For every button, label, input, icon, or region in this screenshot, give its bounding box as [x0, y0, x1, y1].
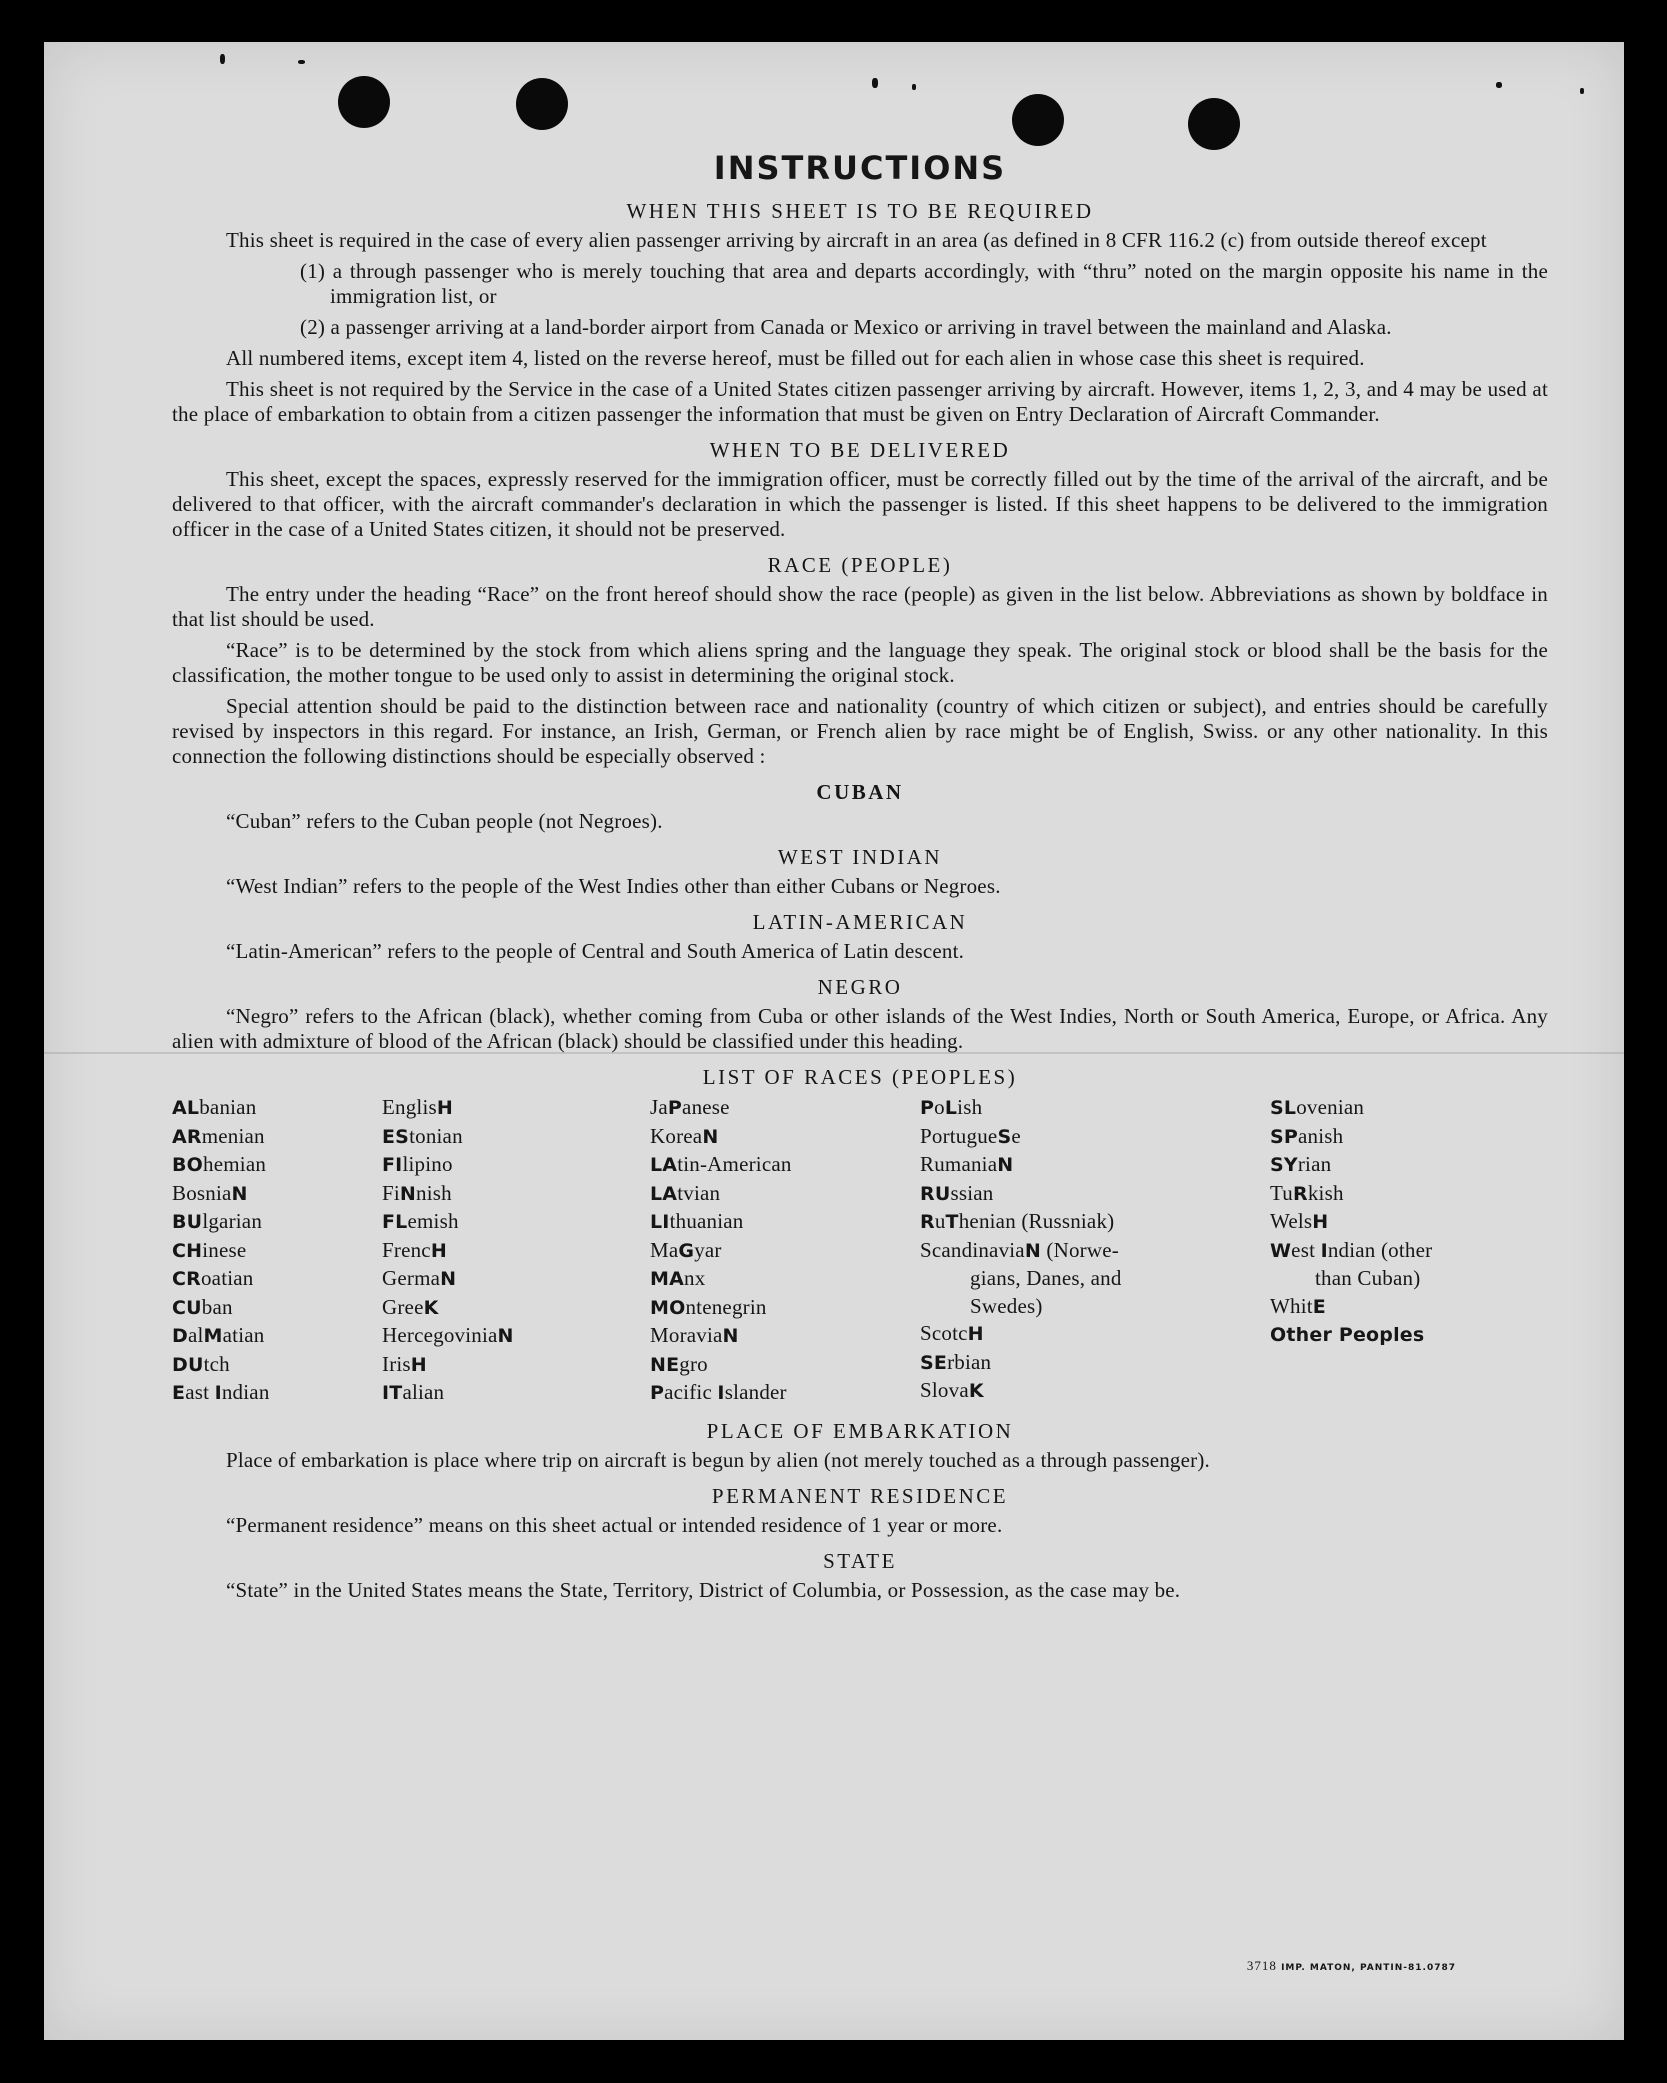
paragraph: “Negro” refers to the African (black), whether coming from Cuba or other islands of the West Indies, North or South America, Europe, or Africa. Any alien with admixture of blood of the African (black) should be classified under this heading.	[172, 1004, 1548, 1053]
race-entry: GreeK	[382, 1294, 439, 1319]
section-heading-when-delivered: WHEN TO BE DELIVERED	[709, 438, 1011, 462]
race-entry: EnglisH	[382, 1095, 453, 1119]
section-heading-cuban: CUBAN	[816, 780, 904, 804]
race-entry: Other Peoples	[1270, 1324, 1425, 1346]
race-entry-continued: gians, Danes, and	[970, 1266, 1122, 1290]
race-entry: BUlgarian	[172, 1209, 263, 1233]
race-entry: BOhemian	[172, 1152, 267, 1176]
race-entry: MaGyar	[650, 1237, 722, 1262]
race-entry: BosniaN	[172, 1180, 248, 1205]
race-entry: LAtin-American	[650, 1152, 792, 1176]
section-heading-list-of-races: LIST OF RACES (PEOPLES)	[702, 1065, 1018, 1089]
paragraph: All numbered items, except item 4, listed on the reverse hereof, must be filled out for each alien in whose case this sheet is required.	[226, 346, 1365, 370]
race-entry: TuRkish	[1270, 1180, 1344, 1205]
race-entry: MoraviaN	[650, 1323, 739, 1347]
race-entry: DUtch	[172, 1351, 230, 1376]
race-entry: ITalian	[382, 1380, 445, 1404]
race-entry: EStonian	[382, 1123, 463, 1148]
paragraph: Place of embarkation is place where trip on aircraft is begun by alien (not merely touched as a through passenger).	[226, 1447, 1210, 1472]
race-entry-continued: Swedes)	[970, 1293, 1043, 1318]
paragraph: “Race” is to be determined by the stock from which aliens spring and the language they speak. The original stock or blood shall be the basis for the classification, the mother tongue to be used only to assist in determining the original stock.	[172, 638, 1548, 687]
race-entry: FrencH	[382, 1237, 447, 1262]
paragraph: “West Indian” refers to the people of the West Indies other than either Cubans or Negroes.	[226, 874, 1001, 898]
race-entry: FIlipino	[382, 1152, 453, 1176]
page-title: INSTRUCTIONS	[713, 149, 1007, 187]
races-list	[172, 1094, 1548, 1408]
section-heading-embarkation: PLACE OF EMBARKATION	[706, 1418, 1014, 1443]
races-column	[920, 1094, 1270, 1408]
race-entry: SYrian	[1270, 1152, 1332, 1176]
form-number: 3718	[1246, 1958, 1277, 1973]
document-content	[172, 104, 1548, 1609]
paragraph: This sheet is not required by the Service in the case of a United States citizen passenger arriving by aircraft. However, items 1, 2, 3, and 4 may be used at the place of embarkation to obtain from a citizen passenger the information that must be given on Entry Declaration of Aircraft Commander.	[172, 377, 1548, 426]
race-entry: DalMatian	[172, 1323, 265, 1347]
race-entry: ScotcH	[920, 1321, 984, 1345]
ink-speck	[872, 78, 878, 88]
race-entry: RumaniaN	[920, 1152, 1014, 1176]
race-entry: IrisH	[382, 1351, 427, 1376]
race-entry: CRoatian	[172, 1266, 254, 1290]
ink-speck	[1580, 88, 1584, 94]
list-item: (1) a through passenger who is merely touching that area and departs accordingly, with “thru” noted on the margin opposite his name in the immigration list, or	[300, 259, 1548, 308]
printer-name: IMP. MATON, PANTIN-81.0787	[1281, 1963, 1456, 1973]
document-page	[44, 42, 1624, 2040]
race-entry: Pacific Islander	[650, 1380, 787, 1404]
races-column	[650, 1094, 920, 1408]
race-entry: NEgro	[650, 1351, 708, 1376]
section-heading-west-indian: WEST INDIAN	[777, 845, 943, 869]
race-entry: RUssian	[920, 1180, 994, 1205]
race-entry: CHinese	[172, 1237, 247, 1262]
races-column	[1270, 1094, 1548, 1408]
section-heading-when-required: WHEN THIS SHEET IS TO BE REQUIRED	[626, 199, 1094, 223]
race-entry: HercegoviniaN	[382, 1323, 514, 1347]
race-entry: SErbian	[920, 1349, 992, 1374]
ink-speck	[1496, 82, 1502, 88]
paragraph: “Latin-American” refers to the people of Central and South America of Latin descent.	[226, 939, 965, 963]
race-entry: MAnx	[650, 1266, 706, 1290]
race-entry: RuThenian (Russniak)	[920, 1209, 1115, 1233]
paragraph: This sheet is required in the case of every alien passenger arriving by aircraft in an area (as defined in 8 CFR 116.2 (c) from outside thereof except	[226, 228, 1487, 252]
race-entry-continued: than Cuban)	[1315, 1266, 1421, 1290]
printer-imprint	[1247, 1958, 1456, 1974]
paragraph: “Cuban” refers to the Cuban people (not Negroes).	[226, 809, 663, 833]
list-item: (2) a passenger arriving at a land-border airport from Canada or Mexico or arriving in travel between the mainland and Alaska.	[300, 315, 1392, 339]
race-entry: JaPanese	[650, 1095, 730, 1119]
ink-speck	[912, 84, 916, 90]
paragraph: Special attention should be paid to the distinction between race and nationality (country of which citizen or subject), and entries should be carefully revised by inspectors in this regard. For instance, an Irish, German, or French alien by race might be of English, Swiss. or any other nationality. In this connection the following distinctions should be especially observed :	[172, 694, 1548, 768]
section-heading-state: STATE	[823, 1548, 897, 1573]
section-heading-latin-american: LATIN-AMERICAN	[752, 910, 968, 934]
race-entry: WelsH	[1270, 1209, 1329, 1233]
section-heading-negro: NEGRO	[817, 975, 903, 999]
race-entry: SLovenian	[1270, 1095, 1365, 1119]
race-entry: East Indian	[172, 1380, 270, 1404]
race-entry: FiNnish	[382, 1180, 452, 1205]
race-entry: ScandinaviaN (Norwe-	[920, 1237, 1119, 1262]
race-entry: LIthuanian	[650, 1209, 744, 1233]
section-heading-race: RACE (PEOPLE)	[767, 553, 953, 577]
race-entry: FLemish	[382, 1209, 459, 1233]
race-entry: PortugueSe	[920, 1123, 1021, 1148]
race-entry: WhitE	[1270, 1293, 1326, 1318]
paragraph: The entry under the heading “Race” on the front hereof should show the race (people) as given in the list below. Abbreviations as shown by boldface in that list should be used.	[172, 582, 1548, 631]
section-heading-residence: PERMANENT RESIDENCE	[711, 1483, 1009, 1508]
ink-speck	[220, 54, 225, 64]
race-entry: LAtvian	[650, 1180, 721, 1205]
race-entry: MOntenegrin	[650, 1294, 767, 1319]
paragraph: “Permanent residence” means on this sheet actual or intended residence of 1 year or more.	[226, 1512, 1003, 1537]
race-entry: CUban	[172, 1294, 233, 1319]
race-entry: KoreaN	[650, 1123, 719, 1148]
race-entry: SlovaK	[920, 1378, 984, 1402]
paragraph: “State” in the United States means the State, Territory, District of Columbia, or Possession, as the case may be.	[226, 1577, 1181, 1602]
race-entry: GermaN	[382, 1266, 457, 1290]
races-column	[172, 1094, 382, 1408]
paragraph: This sheet, except the spaces, expressly reserved for the immigration officer, must be correctly filled out by the time of the arrival of the aircraft, and be delivered to that officer, with the aircraft commander's declaration in which the passenger is listed. If this sheet happens to be delivered to the immigration officer in the case of a United States citizen, it should not be preserved.	[172, 467, 1548, 541]
race-entry: SPanish	[1270, 1123, 1344, 1148]
race-entry: ARmenian	[172, 1123, 265, 1148]
race-entry: PoLish	[920, 1095, 983, 1119]
race-entry: ALbanian	[172, 1095, 257, 1119]
races-column	[382, 1094, 650, 1408]
ink-speck	[298, 60, 305, 64]
race-entry: West Indian (other	[1270, 1237, 1433, 1262]
